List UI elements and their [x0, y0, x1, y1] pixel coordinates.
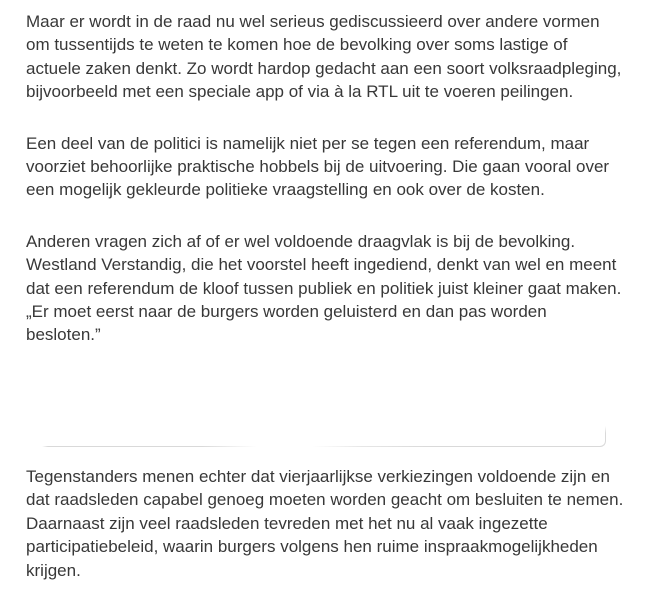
embed-bottom-border: [42, 446, 594, 447]
article-body: [26, 10, 626, 582]
embed-right-border: [605, 426, 606, 433]
article-paragraph-2: Een deel van de politici is namelijk niet per se tegen een referendum, maar voorziet behoorlijke praktische hobbels bij de uitvoering. Die gaan vooral over een mogelijk gekleurde politieke vraagstelling en ook over de kosten.: [26, 133, 610, 200]
article-paragraph-4: Tegenstanders menen echter dat vierjaarlijkse verkiezingen voldoende zijn en dat raadsleden capabel genoeg moeten worden geacht om besluiten te nemen. Daarnaast zijn veel raadsleden tevreden met het nu al vaak ingezette participatiebeleid, waarin burgers volgens hen ruime inspraakmogelijkheden krijgen.: [26, 466, 624, 580]
embed-corner: [594, 433, 606, 447]
embed-placeholder: [42, 375, 606, 447]
article-paragraph-3: Anderen vragen zich af of er wel voldoende draagvlak is bij de bevolking. Westland Verstandig, die het voorstel heeft ingediend, denkt van wel en meent dat een referendum de kloof tussen publiek en politiek juist kleiner gaat maken. „Er moet eerst naar de burgers worden geluisterd en dan pas worden besloten.”: [26, 231, 622, 345]
article-paragraph-1: Maar er wordt in de raad nu wel serieus gediscussieerd over andere vormen om tussentijds te weten te komen hoe de bevolking over soms lastige of actuele zaken denkt. Zo wordt hardop gedacht aan een soort volksraadpleging, bijvoorbeeld met een speciale app of via à la RTL uit te voeren peilingen.: [26, 12, 622, 102]
